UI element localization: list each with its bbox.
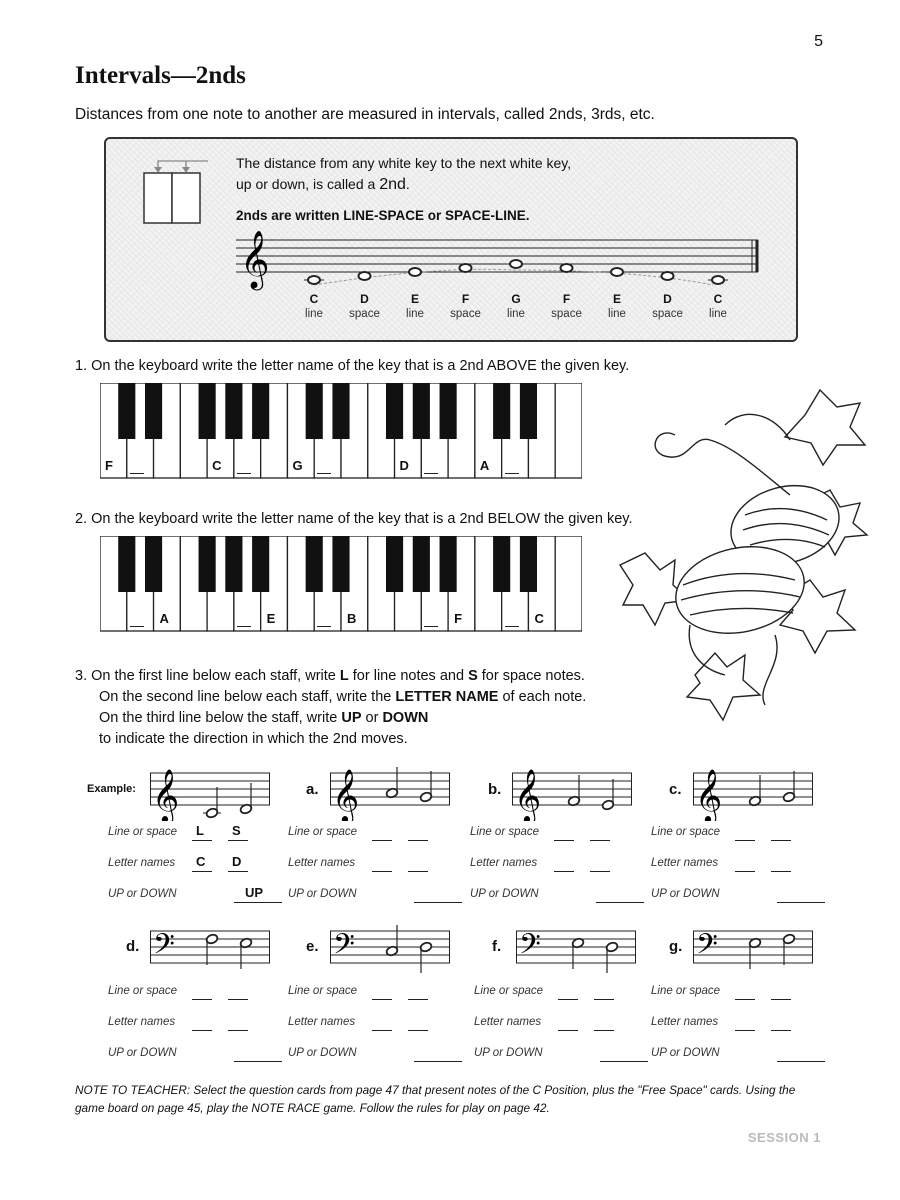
label-up-or-down: UP or DOWN [651, 1047, 720, 1059]
treble-clef-icon: 𝄞 [514, 768, 542, 821]
note-letter: G [511, 292, 521, 306]
answer-blank[interactable] [228, 1030, 248, 1031]
note-type: space [450, 308, 481, 320]
q3-line-1-a: 3. On the first line below each staff, write [75, 668, 340, 684]
bass-staff [693, 923, 817, 979]
answer-blank[interactable] [590, 871, 610, 872]
q3-line-2 [75, 687, 586, 708]
example-answer: UP [245, 885, 264, 900]
box-line-2 [236, 174, 571, 195]
bass-staff [516, 923, 640, 979]
black-key[interactable] [520, 383, 537, 439]
bass-staff [330, 923, 454, 979]
black-key[interactable] [440, 383, 457, 439]
q3-line-4: to indicate the direction in which the 2nd moves. [99, 731, 408, 747]
bass-clef-icon: 𝄢 [333, 928, 355, 968]
keyboard-below [100, 536, 582, 632]
box-line-2-prefix: up or down, is called a [236, 176, 380, 192]
answer-blank[interactable] [237, 626, 251, 627]
answer-blank[interactable] [554, 871, 574, 872]
black-key[interactable] [493, 536, 510, 592]
q3-line-1-c: for space notes. [477, 668, 585, 684]
black-key[interactable] [386, 383, 403, 439]
answer-blank[interactable] [505, 473, 519, 474]
black-key[interactable] [413, 383, 430, 439]
answer-blank[interactable] [735, 1030, 755, 1031]
q3-line-3-b: UP [341, 710, 362, 726]
box-line-1: The distance from any white key to the next white key, [236, 155, 572, 171]
q3-line-3-d: DOWN [382, 710, 429, 726]
black-key[interactable] [306, 536, 323, 592]
answer-blank[interactable] [192, 1030, 212, 1031]
label-up-or-down: UP or DOWN [651, 888, 720, 900]
answer-blank[interactable] [771, 840, 791, 841]
whole-note [561, 264, 573, 272]
box-staff [236, 228, 766, 298]
answer-blank[interactable] [771, 999, 791, 1000]
q3-line-3-a: On the third line below the staff, write [99, 710, 342, 726]
whole-note [409, 268, 421, 276]
example-answer: D [232, 854, 242, 869]
black-key[interactable] [145, 383, 162, 439]
answer-blank[interactable] [234, 1061, 282, 1062]
whole-note [308, 276, 320, 284]
black-key[interactable] [306, 383, 323, 439]
note-type: line [406, 308, 424, 320]
exercise-label: c. [669, 781, 682, 798]
black-key[interactable] [252, 536, 269, 592]
answer-blank[interactable] [735, 999, 755, 1000]
answer-blank[interactable] [228, 840, 248, 841]
label-line-or-space: Line or space [108, 985, 178, 997]
black-key[interactable] [225, 383, 242, 439]
page-title: Intervals—2nds [75, 62, 246, 89]
exercise-label: g. [669, 938, 683, 955]
treble-staff [150, 765, 274, 821]
answer-blank[interactable] [771, 871, 791, 872]
label-letter-names: Letter names [651, 1016, 719, 1028]
treble-clef-icon: 𝄞 [240, 230, 270, 288]
whole-note [510, 260, 522, 268]
answer-blank[interactable] [735, 840, 755, 841]
q3-line-1-L: L [339, 668, 349, 684]
question-2: 2. On the keyboard write the letter name of the key that is a 2nd BELOW the given key. [75, 511, 633, 527]
note-type: line [507, 308, 525, 320]
answer-blank[interactable] [424, 626, 438, 627]
black-key[interactable] [252, 383, 269, 439]
label-up-or-down: UP or DOWN [474, 1047, 543, 1059]
answer-blank[interactable] [414, 902, 462, 903]
whole-note [712, 276, 724, 284]
given-key-letter: G [292, 458, 303, 473]
answer-blank[interactable] [192, 871, 212, 872]
answer-blank[interactable] [554, 840, 574, 841]
label-line-or-space: Line or space [651, 985, 721, 997]
note-type: line [709, 308, 727, 320]
label-letter-names: Letter names [288, 1016, 356, 1028]
answer-blank[interactable] [130, 473, 144, 474]
note-letter: E [612, 292, 621, 306]
black-key[interactable] [332, 536, 349, 592]
answer-blank[interactable] [777, 1061, 825, 1062]
session-label: SESSION 1 [747, 1130, 821, 1145]
black-key[interactable] [386, 536, 403, 592]
bass-clef-icon: 𝄢 [153, 928, 175, 968]
given-key-letter: C [534, 611, 544, 626]
example-answer: L [196, 823, 204, 838]
note-letter: D [663, 292, 672, 306]
given-key-letter: A [159, 611, 169, 626]
answer-blank[interactable] [228, 871, 248, 872]
q3-line-1-S: S [468, 668, 478, 684]
answer-blank[interactable] [408, 999, 428, 1000]
label-line-or-space: Line or space [288, 826, 358, 838]
label-letter-names: Letter names [470, 857, 538, 869]
box-definition [236, 153, 571, 195]
example-answer: S [232, 823, 241, 838]
box-rule: 2nds are written LINE-SPACE or SPACE-LINE. [236, 208, 530, 223]
black-key[interactable] [520, 536, 537, 592]
leaf-icon [785, 390, 865, 465]
white-key[interactable] [555, 383, 582, 478]
label-letter-names: Letter names [108, 857, 176, 869]
label-line-or-space: Line or space [288, 985, 358, 997]
answer-blank[interactable] [594, 1030, 614, 1031]
black-key[interactable] [440, 536, 457, 592]
answer-blank[interactable] [558, 999, 578, 1000]
answer-blank[interactable] [192, 840, 212, 841]
answer-blank[interactable] [408, 840, 428, 841]
black-key[interactable] [145, 536, 162, 592]
answer-blank[interactable] [130, 626, 144, 627]
given-key-letter: F [105, 458, 113, 473]
answer-blank[interactable] [234, 902, 282, 903]
leaf-icon [687, 653, 760, 720]
intro-text: Distances from one note to another are measured in intervals, called 2nds, 3rds, etc. [75, 106, 655, 123]
note-type: space [652, 308, 683, 320]
question-3 [75, 666, 586, 750]
whole-note [460, 264, 472, 272]
black-key[interactable] [118, 536, 135, 592]
note-to-teacher: NOTE TO TEACHER: Select the question cards from page 47 that present notes of the C Position, plus the "Free Space" cards. Using the game board on page 45, play the NOTE RACE game. Follow the rules for play on page 42. [75, 1083, 796, 1115]
label-up-or-down: UP or DOWN [470, 888, 539, 900]
black-key[interactable] [118, 383, 135, 439]
whole-note [611, 268, 623, 276]
example-label: Example: [87, 783, 136, 795]
treble-staff [512, 765, 636, 821]
note-type: line [305, 308, 323, 320]
pumpkin-vine-illustration [615, 385, 877, 725]
answer-blank[interactable] [372, 840, 392, 841]
black-key[interactable] [199, 383, 216, 439]
answer-blank[interactable] [228, 999, 248, 1000]
note-type: space [349, 308, 380, 320]
black-key[interactable] [413, 536, 430, 592]
exercise-label: b. [488, 781, 502, 798]
q3-line-2-b: LETTER NAME [395, 689, 499, 705]
answer-blank[interactable] [777, 902, 825, 903]
given-key-letter: C [212, 458, 222, 473]
given-key-letter: A [479, 458, 490, 473]
answer-blank[interactable] [505, 626, 519, 627]
exercise-label: d. [126, 938, 140, 955]
exercise-label: e. [306, 938, 319, 955]
given-key-letter: D [399, 458, 409, 473]
example-answer: C [196, 854, 206, 869]
answer-blank[interactable] [596, 902, 644, 903]
q3-line-2-c: of each note. [498, 689, 587, 705]
note-type: space [551, 308, 582, 320]
note-letter: C [713, 292, 723, 306]
treble-clef-icon: 𝄞 [332, 768, 360, 821]
box-term: 2nd [379, 176, 406, 193]
label-line-or-space: Line or space [470, 826, 540, 838]
white-key[interactable] [555, 536, 582, 631]
label-up-or-down: UP or DOWN [108, 1047, 177, 1059]
answer-blank[interactable] [408, 1030, 428, 1031]
treble-staff [693, 765, 817, 821]
label-line-or-space: Line or space [474, 985, 544, 997]
label-letter-names: Letter names [651, 857, 719, 869]
answer-blank[interactable] [735, 871, 755, 872]
keys-icon [138, 155, 218, 225]
whole-note [359, 272, 371, 280]
answer-blank[interactable] [372, 871, 392, 872]
answer-blank[interactable] [594, 999, 614, 1000]
answer-blank[interactable] [590, 840, 610, 841]
treble-clef-icon: 𝄞 [152, 768, 180, 821]
q3-line-1-b: for line notes and [348, 668, 469, 684]
note-letter: C [309, 292, 319, 306]
answer-blank[interactable] [237, 473, 251, 474]
bass-clef-icon: 𝄢 [519, 928, 541, 968]
label-line-or-space: Line or space [651, 826, 721, 838]
page-number: 5 [814, 33, 823, 50]
whole-note [662, 272, 674, 280]
label-up-or-down: UP or DOWN [288, 888, 357, 900]
note-letter: F [461, 292, 470, 306]
answer-blank[interactable] [317, 626, 331, 627]
note-letter: D [360, 292, 369, 306]
question-1: 1. On the keyboard write the letter name of the key that is a 2nd ABOVE the given key. [75, 358, 630, 374]
answer-blank[interactable] [192, 999, 212, 1000]
q3-line-3 [75, 708, 586, 729]
answer-blank[interactable] [414, 1061, 462, 1062]
label-letter-names: Letter names [474, 1016, 542, 1028]
black-key[interactable] [199, 536, 216, 592]
label-line-or-space: Line or space [108, 826, 178, 838]
given-key-letter: B [347, 611, 357, 626]
given-key-letter: E [266, 611, 276, 626]
treble-clef-icon: 𝄞 [695, 768, 723, 821]
answer-blank[interactable] [372, 999, 392, 1000]
label-up-or-down: UP or DOWN [108, 888, 177, 900]
keyboard-above [100, 383, 582, 479]
note-letter: E [410, 292, 419, 306]
note-type: line [608, 308, 626, 320]
exercise-label: a. [306, 781, 319, 798]
black-key[interactable] [493, 383, 510, 439]
answer-blank[interactable] [558, 1030, 578, 1031]
q3-line-2-a: On the second line below each staff, write the [99, 689, 396, 705]
box-line-2-suffix: . [405, 176, 410, 192]
label-letter-names: Letter names [108, 1016, 176, 1028]
q3-line-3-c: or [361, 710, 383, 726]
answer-blank[interactable] [372, 1030, 392, 1031]
answer-blank[interactable] [424, 473, 438, 474]
answer-blank[interactable] [317, 473, 331, 474]
bass-staff [150, 923, 274, 979]
treble-staff [330, 765, 454, 821]
answer-blank[interactable] [408, 871, 428, 872]
black-key[interactable] [225, 536, 242, 592]
note-letter: F [562, 292, 571, 306]
answer-blank[interactable] [600, 1061, 648, 1062]
black-key[interactable] [332, 383, 349, 439]
bass-clef-icon: 𝄢 [696, 928, 718, 968]
label-up-or-down: UP or DOWN [288, 1047, 357, 1059]
exercise-label: f. [492, 938, 502, 955]
answer-blank[interactable] [771, 1030, 791, 1031]
given-key-letter: F [454, 611, 463, 626]
q3-line-1 [75, 666, 586, 687]
label-letter-names: Letter names [288, 857, 356, 869]
